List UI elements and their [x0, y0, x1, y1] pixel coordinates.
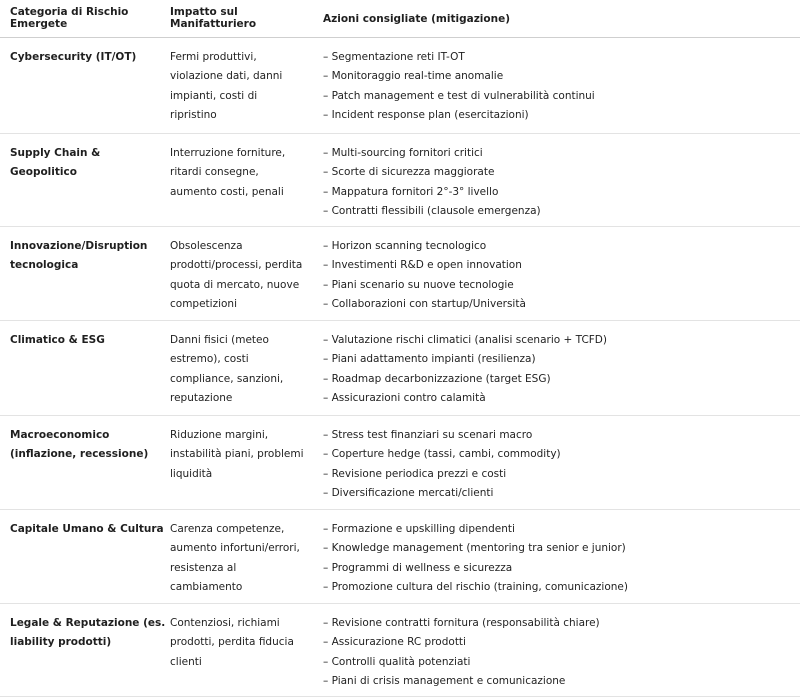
risk-category-cell	[0, 416, 160, 510]
risk-category-line: Climatico & ESG	[10, 334, 105, 346]
impact-line: Contenziosi, richiami	[170, 617, 280, 629]
risk-category-line: Legale & Reputazione (es.	[10, 617, 166, 629]
impact-line: Carenza competenze,	[170, 523, 285, 535]
action-item: – Assicurazione RC prodotti	[323, 636, 466, 649]
action-item: – Horizon scanning tecnologico	[323, 240, 487, 252]
action-item: – Stress test finanziari su scenari macro	[323, 429, 533, 441]
impact-line: ripristino	[170, 108, 217, 121]
risk-category-line: liability prodotti)	[10, 636, 112, 649]
header-category-line: Categoria di Rischio	[10, 6, 129, 18]
action-item: – Contratti flessibili (clausole emergenza)	[323, 204, 541, 217]
impact-line: clienti	[170, 655, 202, 668]
action-item: – Knowledge management (mentoring tra senior e junior)	[323, 542, 626, 555]
action-item: – Segmentazione reti IT-OT	[323, 51, 465, 63]
action-item: – Multi-sourcing fornitori critici	[323, 147, 483, 159]
table-row	[0, 416, 800, 510]
impact-cell	[160, 227, 313, 321]
header-impact	[160, 0, 313, 38]
action-item: – Programmi di wellness e sicurezza	[323, 561, 513, 574]
impact-cell	[160, 38, 313, 134]
action-item: – Scorte di sicurezza maggiorate	[323, 166, 495, 179]
actions-cell	[313, 321, 800, 416]
impact-line: prodotti/processi, perdita	[170, 259, 303, 272]
action-item: – Collaborazioni con startup/Università	[323, 297, 526, 310]
header-category-line: Emergete	[10, 18, 68, 30]
table-row	[0, 604, 800, 697]
risk-category-cell	[0, 38, 160, 134]
action-item: – Monitoraggio real-time anomalie	[323, 70, 504, 83]
table-row	[0, 227, 800, 321]
impact-line: violazione dati, danni	[170, 70, 283, 83]
table-row	[0, 38, 800, 134]
table-row	[0, 134, 800, 227]
header-impact-line: Impatto sul	[170, 6, 238, 18]
risk-category-line: Capitale Umano & Cultura	[10, 523, 164, 535]
impact-line: instabilità piani, problemi	[170, 448, 304, 461]
impact-line: Danni fisici (meteo	[170, 334, 269, 346]
actions-cell	[313, 416, 800, 510]
actions-cell	[313, 134, 800, 227]
action-item: – Promozione cultura del rischio (training, comunicazione)	[323, 580, 628, 593]
impact-line: reputazione	[170, 391, 233, 404]
impact-line: competizioni	[170, 297, 238, 310]
action-item: – Revisione contratti fornitura (responsabilità chiare)	[323, 617, 600, 629]
risk-category-line: Geopolitico	[10, 166, 77, 179]
risk-category-line: (inflazione, recessione)	[10, 448, 149, 461]
header-actions-label: Azioni consigliate (mitigazione)	[323, 13, 511, 25]
action-item: – Piani scenario su nuove tecnologie	[323, 278, 514, 291]
impact-line: Fermi produttivi,	[170, 51, 257, 63]
action-item: – Formazione e upskilling dipendenti	[323, 523, 515, 535]
header-category	[0, 0, 160, 38]
action-item: – Piani di crisis management e comunicazione	[323, 674, 566, 687]
risk-category-cell	[0, 604, 166, 697]
impact-line: aumento infortuni/errori,	[170, 542, 300, 555]
impact-cell	[160, 321, 313, 416]
risk-category-line: Cybersecurity (IT/OT)	[10, 51, 137, 63]
impact-cell	[160, 416, 313, 510]
action-item: – Assicurazioni contro calamità	[323, 391, 486, 404]
impact-line: ritardi consegne,	[170, 166, 259, 179]
action-item: – Mappatura fornitori 2°-3° livello	[323, 185, 499, 198]
action-item: – Revisione periodica prezzi e costi	[323, 467, 507, 480]
impact-line: prodotti, perdita fiducia	[170, 636, 294, 649]
impact-line: liquidità	[170, 467, 213, 480]
risk-category-line: tecnologica	[10, 259, 79, 272]
impact-cell	[160, 510, 313, 604]
table-row	[0, 321, 800, 416]
actions-cell	[313, 604, 800, 697]
risk-category-line: Macroeconomico	[10, 429, 110, 441]
impact-cell	[160, 604, 313, 697]
risk-category-line: Supply Chain &	[10, 147, 101, 159]
action-item: – Valutazione rischi climatici (analisi scenario + TCFD)	[323, 334, 607, 346]
action-item: – Roadmap decarbonizzazione (target ESG)	[323, 372, 551, 385]
impact-line: resistenza al	[170, 561, 237, 574]
risk-category-line: Innovazione/Disruption	[10, 240, 148, 252]
table-header-row	[0, 0, 800, 38]
impact-line: Obsolescenza	[170, 240, 243, 252]
impact-line: aumento costi, penali	[170, 185, 284, 198]
table-row	[0, 510, 800, 604]
impact-line: compliance, sanzioni,	[170, 372, 284, 385]
actions-cell	[313, 38, 800, 134]
action-item: – Incident response plan (esercitazioni)	[323, 108, 529, 121]
actions-cell	[313, 227, 800, 321]
impact-line: estremo), costi	[170, 353, 249, 366]
impact-line: Riduzione margini,	[170, 429, 269, 441]
action-item: – Piani adattamento impianti (resilienza)	[323, 353, 536, 366]
impact-line: Interruzione forniture,	[170, 147, 286, 159]
action-item: – Patch management e test di vulnerabilità continui	[323, 89, 595, 102]
risk-category-cell	[0, 227, 160, 321]
action-item: – Investimenti R&D e open innovation	[323, 259, 522, 272]
impact-cell	[160, 134, 313, 227]
header-impact-line: Manifatturiero	[170, 18, 257, 30]
impact-line: impianti, costi di	[170, 89, 258, 102]
risk-category-cell	[0, 134, 160, 227]
action-item: – Diversificazione mercati/clienti	[323, 486, 494, 499]
impact-line: cambiamento	[170, 580, 243, 593]
actions-cell	[313, 510, 800, 604]
action-item: – Coperture hedge (tassi, cambi, commodity)	[323, 448, 561, 461]
header-actions	[313, 0, 800, 38]
impact-line: quota di mercato, nuove	[170, 278, 300, 291]
action-item: – Controlli qualità potenziati	[323, 655, 471, 668]
risk-category-cell	[0, 510, 164, 604]
risk-category-cell	[0, 321, 160, 416]
